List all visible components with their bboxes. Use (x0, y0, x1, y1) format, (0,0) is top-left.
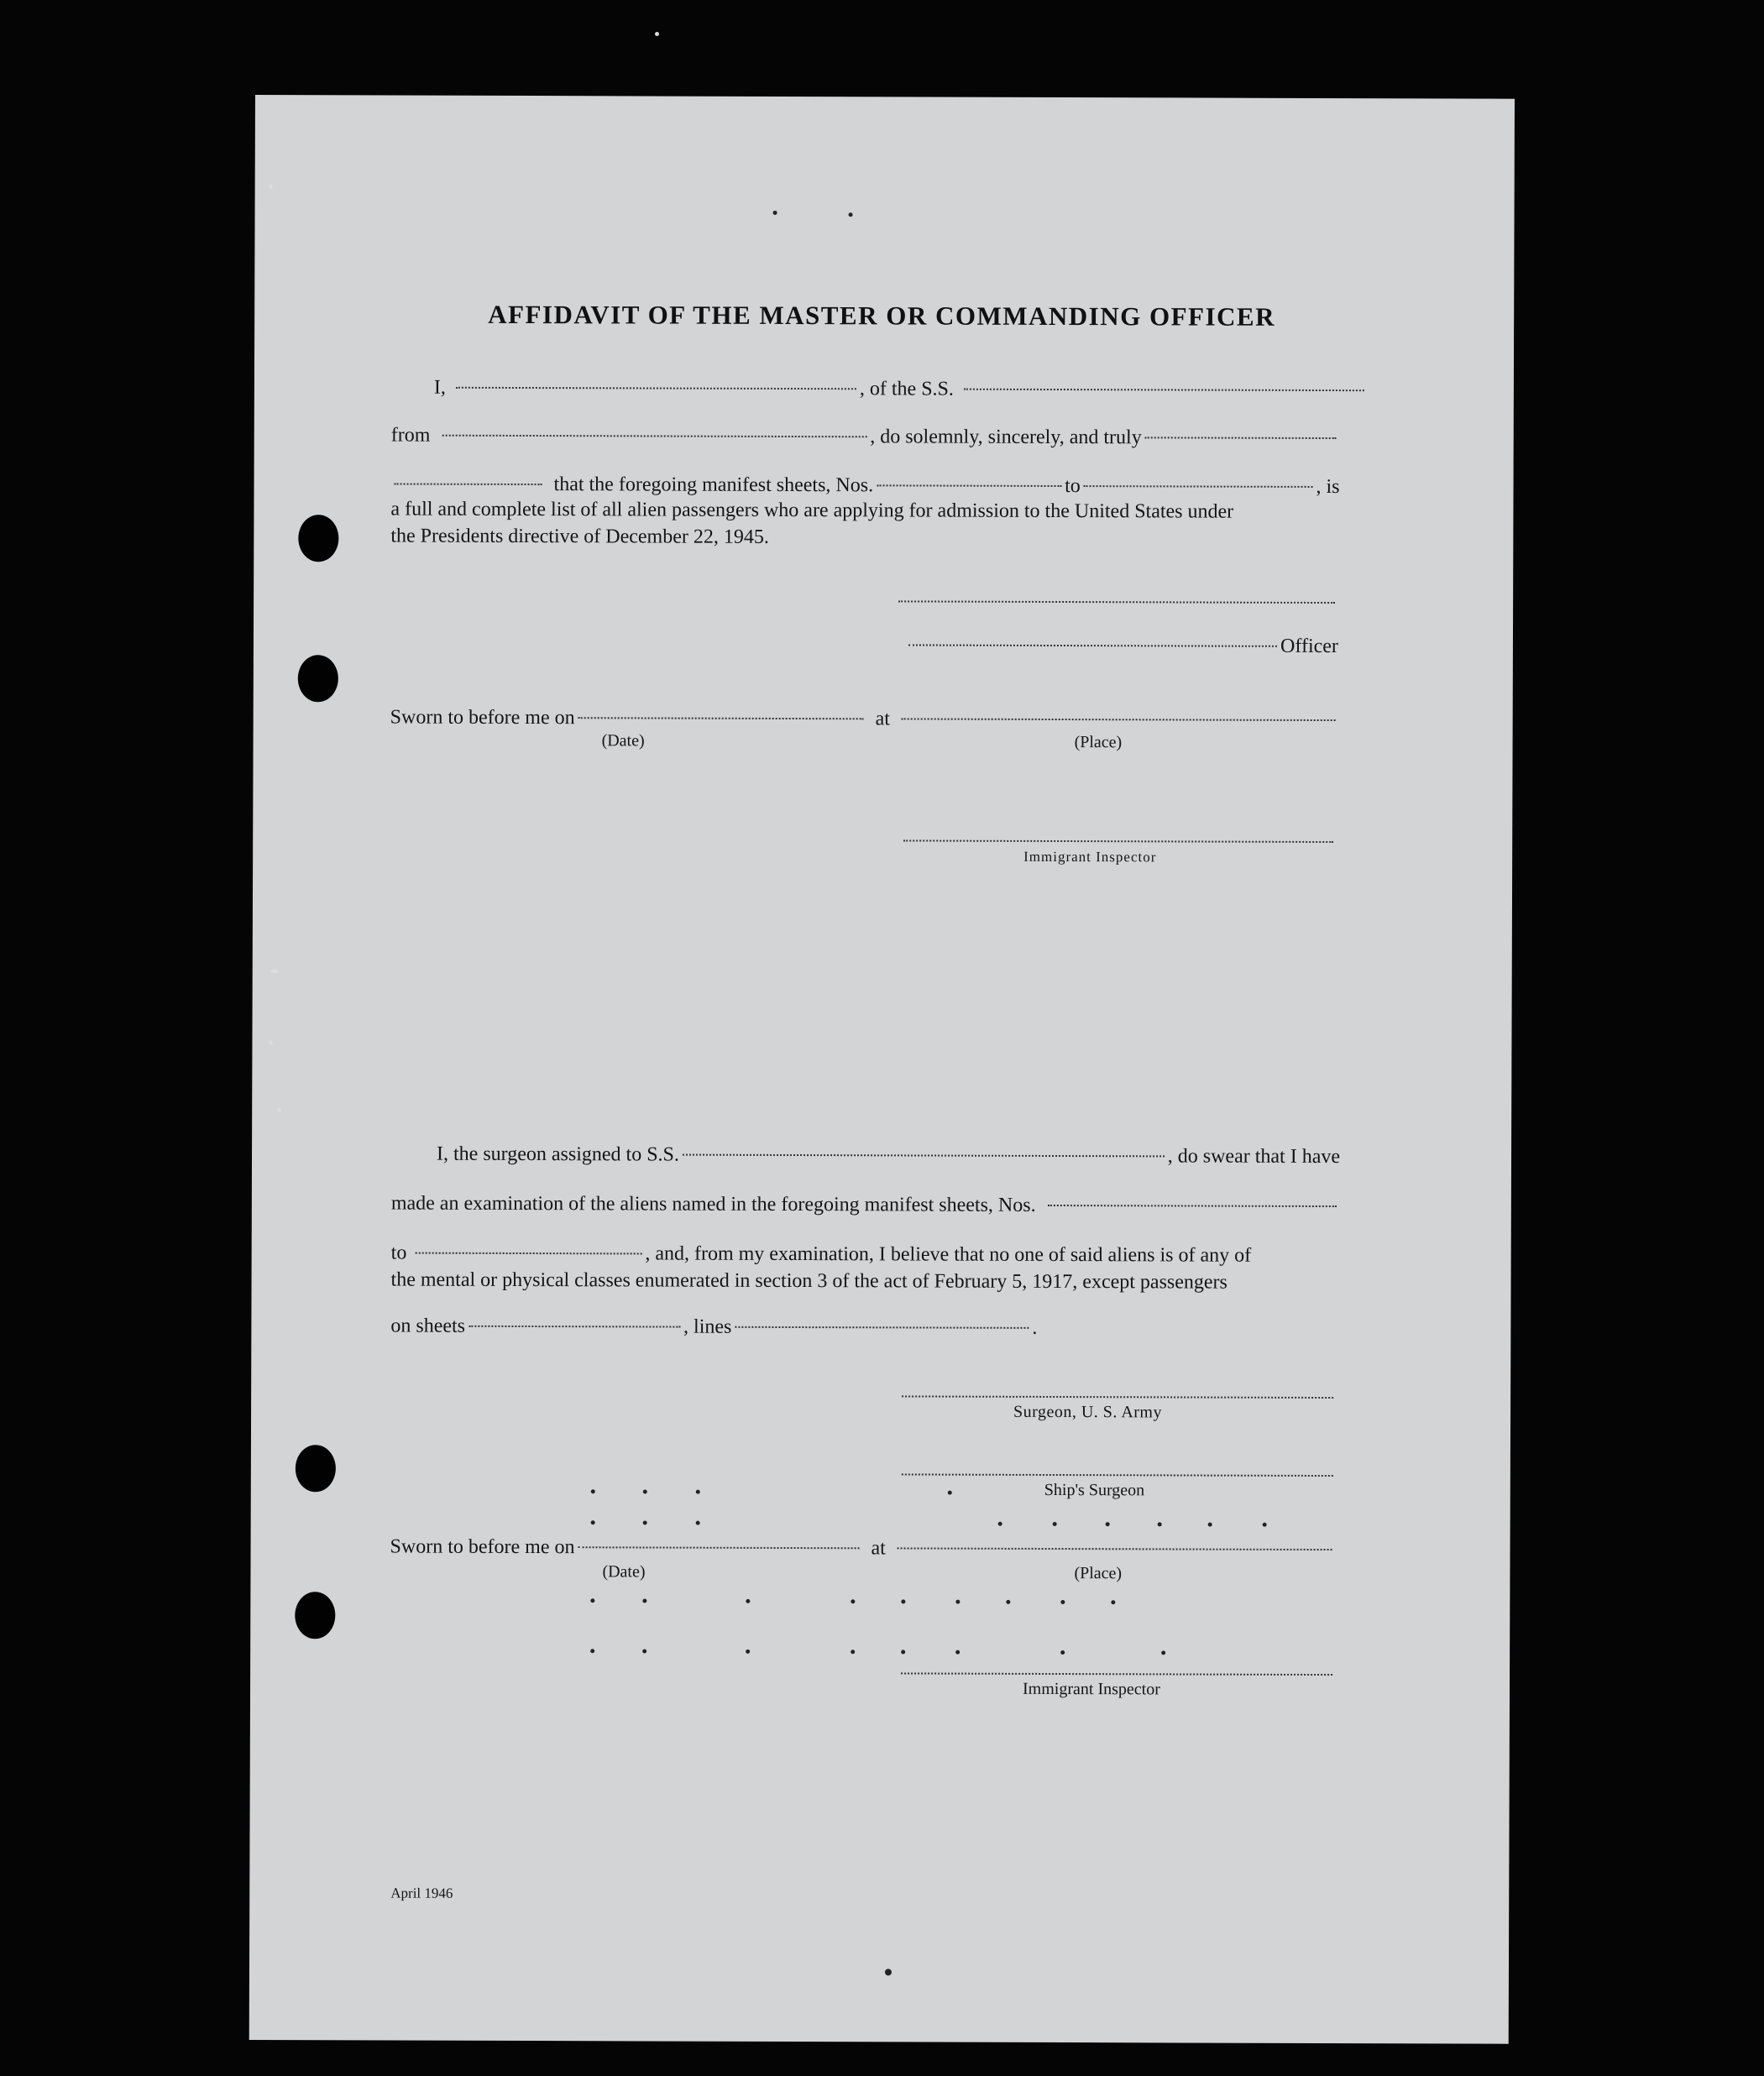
affidavit-form-page (249, 95, 1515, 2044)
officer-label: Officer (1280, 635, 1338, 658)
surgeon-line-4: the mental or physical classes enumerated in section 3 of the act of February 5, 1917, except passengers (390, 1268, 1227, 1294)
master-sworn-line (390, 707, 1339, 733)
ship-surgeon-signature-line[interactable] (902, 1473, 1333, 1477)
text-do-swear: , do swear that I have (1167, 1145, 1341, 1169)
punch-hole (298, 515, 338, 562)
master-line-2 (391, 425, 1340, 451)
surgeon-line-5 (390, 1315, 1037, 1340)
text-sworn: Sworn to before me on (390, 1535, 575, 1559)
officer-signature-line[interactable] (898, 600, 1335, 604)
text-to: to (1065, 475, 1081, 498)
surgeon-sworn-place-field[interactable] (898, 1546, 1332, 1550)
text-is: , is (1316, 475, 1340, 499)
army-surgeon-signature-line[interactable] (902, 1395, 1333, 1399)
officer-title-field[interactable] (908, 643, 1277, 646)
ship-surgeon-caption: Ship's Surgeon (1044, 1480, 1145, 1500)
master-line-3 (391, 473, 1340, 499)
master-line-5: the Presidents directive of December 22, 1945. (390, 525, 769, 548)
army-surgeon-caption: Surgeon, U. S. Army (1013, 1402, 1163, 1422)
text-from: from (390, 424, 431, 447)
text-at: at (871, 1537, 886, 1560)
sworn-place-field[interactable] (902, 717, 1336, 721)
inspector-signature-line[interactable] (903, 839, 1333, 843)
punch-hole (298, 655, 338, 702)
place-caption: (Place) (1074, 733, 1123, 752)
swear-field[interactable] (1145, 436, 1337, 439)
surgeon-inspector-signature-line[interactable] (901, 1672, 1332, 1676)
surgeon-line-3 (391, 1242, 1340, 1268)
place-caption: (Place) (1074, 1564, 1123, 1583)
ship-name-field[interactable] (964, 388, 1364, 391)
text-I: I, (433, 376, 446, 399)
inspector-caption: Immigrant Inspector (1023, 848, 1157, 865)
text-at: at (875, 708, 890, 730)
text-on-sheets: on sheets (390, 1315, 466, 1337)
date-caption: (Date) (601, 731, 645, 750)
text-foregoing: that the foregoing manifest sheets, Nos. (553, 473, 874, 497)
sheet-from-field[interactable] (877, 484, 1061, 487)
officer-name-field[interactable] (456, 386, 856, 390)
text-to: to (390, 1242, 407, 1264)
surgeon-line-1 (437, 1143, 1340, 1169)
except-sheets-field[interactable] (468, 1325, 680, 1328)
surgeon-sworn-date-field[interactable] (578, 1545, 860, 1549)
text-of-ss: , of the S.S. (859, 378, 954, 400)
from-port-field[interactable] (442, 434, 866, 438)
text-period: . (1032, 1316, 1038, 1339)
text-surgeon-assigned: I, the surgeon assigned to S.S. (436, 1143, 679, 1166)
punch-hole (296, 1445, 336, 1492)
text-from-my-exam: , and, from my examination, I believe that no one of said aliens is of any of (645, 1242, 1252, 1267)
master-line-1 (419, 377, 1368, 403)
punch-hole (295, 1592, 335, 1639)
text-lines: , lines (683, 1315, 732, 1338)
sheet-to-field[interactable] (1084, 484, 1313, 488)
form-date-footer: April 1946 (390, 1885, 453, 1901)
text-solemnly: , do solemnly, sincerely, and truly (870, 426, 1142, 449)
text-examination: made an examination of the aliens named in the foregoing manifest sheets, Nos. (390, 1192, 1036, 1216)
oath-word-field[interactable] (395, 483, 542, 486)
inspector-caption: Immigrant Inspector (1023, 1679, 1160, 1699)
sworn-date-field[interactable] (578, 716, 864, 719)
text-sworn: Sworn to before me on (390, 706, 575, 729)
form-title: AFFIDAVIT OF THE MASTER OR COMMANDING OFFICER (488, 299, 1276, 332)
date-caption: (Date) (602, 1562, 646, 1582)
surgeon-ship-field[interactable] (683, 1153, 1165, 1158)
officer-title-line (908, 634, 1338, 658)
surgeon-line-2 (391, 1193, 1340, 1219)
surgeon-sheet-from-field[interactable] (1048, 1204, 1337, 1207)
surgeon-sheet-to-field[interactable] (415, 1252, 641, 1255)
except-lines-field[interactable] (735, 1326, 1029, 1329)
master-line-4: a full and complete list of all alien passengers who are applying for admission to the United States under (390, 498, 1234, 523)
surgeon-sworn-line (390, 1536, 1336, 1562)
